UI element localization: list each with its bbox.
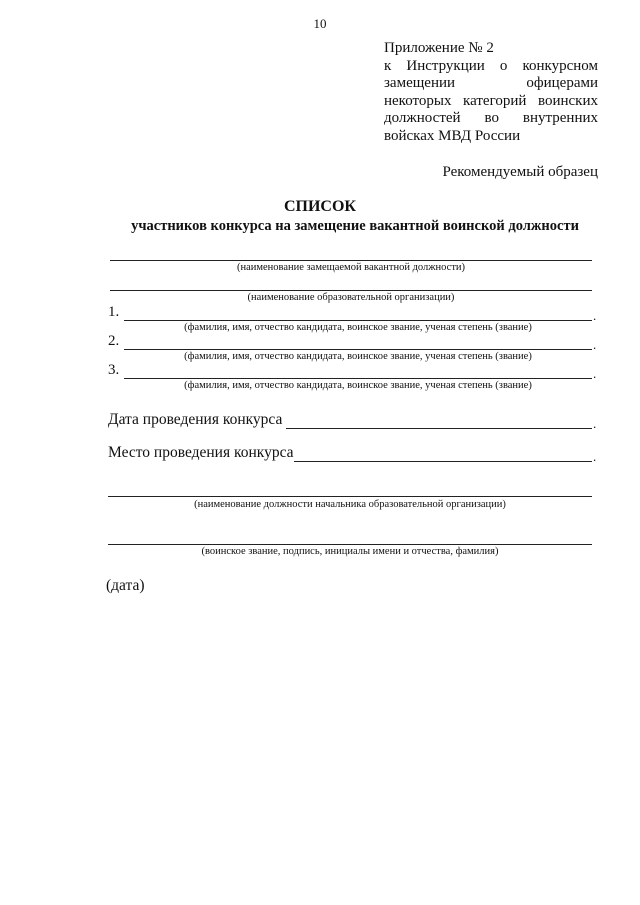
candidate-caption: (фамилия, имя, отчество кандидата, воинское звание, ученая степень (звание) (184, 351, 532, 362)
educational-org-field-line (110, 290, 592, 291)
line-end-mark: . (593, 366, 597, 381)
vacant-position-field-line (110, 260, 592, 261)
date-label: (дата) (106, 577, 145, 594)
candidate-number: 1. (108, 304, 120, 320)
appendix-line: к Инструкции о конкурсном (384, 57, 598, 74)
educational-org-caption: (наименование образовательной организации) (247, 292, 455, 303)
line-end-mark: . (593, 449, 597, 464)
document-subtitle: участников конкурса на замещение вакантной воинской должности (131, 218, 579, 234)
candidate-number: 3. (108, 362, 120, 378)
document-title: СПИСОК (283, 198, 357, 215)
signature-field-line (108, 544, 592, 545)
line-end-mark: . (593, 308, 597, 323)
candidate-caption: (фамилия, имя, отчество кандидата, воинское звание, ученая степень (звание) (184, 322, 532, 333)
candidate-field-line (124, 320, 592, 321)
line-end-mark: . (593, 337, 597, 352)
recommended-sample-label: Рекомендуемый образец (442, 164, 598, 180)
candidate-field-line (124, 378, 592, 379)
appendix-line: Приложение № 2 (384, 40, 494, 56)
appendix-header (384, 40, 598, 145)
signature-caption: (воинское звание, подпись, инициалы имени и отчества, фамилия) (201, 546, 499, 557)
page-number: 10 (313, 16, 327, 31)
head-position-field-line (108, 496, 592, 497)
vacant-position-caption: (наименование замещаемой вакантной должности) (236, 262, 466, 273)
head-position-caption: (наименование должности начальника образовательной организации) (194, 499, 506, 510)
line-end-mark: . (593, 416, 597, 431)
contest-place-field-line (294, 461, 592, 462)
appendix-line: войсках МВД России (384, 127, 521, 144)
appendix-line: замещении офицерами (384, 75, 598, 91)
contest-place-label: Место проведения конкурса (108, 444, 294, 461)
candidate-caption: (фамилия, имя, отчество кандидата, воинское звание, ученая степень (звание) (184, 380, 532, 391)
candidate-number: 2. (108, 333, 120, 349)
appendix-line: некоторых категорий воинских (384, 92, 598, 109)
appendix-line: должностей во внутренних (384, 110, 598, 126)
candidate-field-line (124, 349, 592, 350)
contest-date-field-line (286, 428, 592, 429)
contest-date-label: Дата проведения конкурса (108, 411, 283, 428)
